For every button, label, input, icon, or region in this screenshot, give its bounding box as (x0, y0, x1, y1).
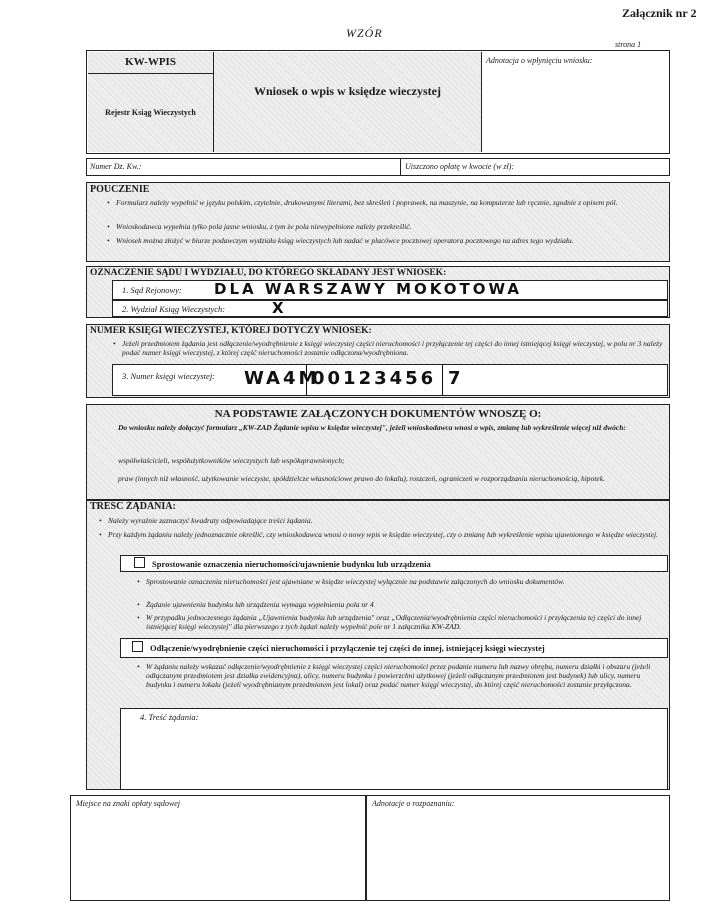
court-field-1-label: 1. Sąd Rejonowy: (122, 285, 182, 295)
kw-number-label: Numer Dz. Kw.: (90, 162, 142, 171)
registry-cell (88, 74, 214, 152)
option1-note: • Sprostowanie oznaczenia nieruchomości jest ujawniane w księdze wieczystej wyłącznie na podstawie załączonych do wniosku dokumentów. (146, 577, 664, 586)
court-field-2-label: 2. Wydział Ksiąg Wieczystych: (122, 304, 226, 314)
option1-note: • W przypadku jednoczesnego żądania „Ujawnienia budynku lub urządzenia" oraz „Odłączenia/wyodrębnienia części nieruchomości i przyłączenia tej części do innej istniejącej księgi wieczystej" dla pierwszego z tych żądań należy wypełnić pole nr 1 załącznika KW-ZAD. (146, 613, 664, 631)
stamps-label: Miejsce na znaki opłaty sądowej (76, 799, 180, 808)
form-title: Wniosek o wpis w księdze wieczystej (254, 84, 441, 98)
documents-item: praw (innych niż własność, użytkowanie wieczyste, spółdzielcze własnościowe prawo do lokalu), roszczeń, ograniczeń w rozporządzaniu nieruchomością, hipotek. (118, 474, 605, 483)
review-label: Adnotacje o rozpoznaniu: (372, 799, 455, 808)
stamps-box (70, 795, 366, 901)
wzor-label: WZÓR (346, 26, 383, 40)
review-box (366, 795, 670, 901)
option1-note: • Żądanie ujawnienia budynku lub urządzenia wymaga wypełnienia pola nr 4 (146, 600, 664, 609)
option2-note: • W żądaniu należy wskazać odłączenie/wyodrębnienie z księgi wieczystej części nieruchomości przez podanie numeru lub nazwy obrębu, numeru działki i obszaru (jeżeli odłączanym przedmiotem jest działka ewidencyjna), ulicy, numeru budynku i powierzchni użytkowej (jeżeli odłączanym przedmiotem jest budynek) lub ulicy, numeru budynku i numeru lokalu (jeżeli wyodrębnianym przedmiotem jest lokal) oraz podać numer księgi wieczystej, do której część nieruchomości zostanie przyłączona. (146, 662, 664, 689)
documents-item: współwłaścicieli, współużytkowników wieczystych lub współuprawnionych; (118, 456, 345, 465)
documents-title: NA PODSTAWIE ZAŁĄCZONYCH DOKUMENTÓW WNOSZĘ O: (214, 408, 542, 420)
kw-number-field[interactable] (150, 160, 396, 175)
attachment-label: Załącznik nr 2 (622, 6, 697, 20)
fee-divider (400, 158, 401, 176)
fee-field[interactable] (540, 160, 668, 175)
pouczenie-item: • Wniosek można złożyć w biurze podawczym wydziału ksiąg wieczystych lub nadać w placówce pocztowej operatora pocztowego na adres tego wydziału. (116, 236, 664, 245)
field4-label: 4. Treść żądania: (140, 712, 199, 722)
court-name-handwritten: DLA WARSZAWY MOKOTOWA (214, 280, 522, 298)
receipt-note: Adnotacja o wpłynięciu wniosku: (486, 56, 593, 65)
pouczenie-item: • Wnioskodawca wypełnia tylko pola jasne wniosku, z tym że pola niewypełnione należy przekreślić. (116, 222, 664, 231)
option2-checkbox[interactable] (132, 641, 143, 652)
form-code: KW-WPIS (125, 56, 176, 68)
page-number: strona 1 (615, 40, 642, 49)
option1-label: Sprostowanie oznaczenia nieruchomości/ujawnienie budynku lub urządzenia (152, 559, 431, 569)
kw-separator-2 (442, 364, 443, 396)
tresc-title: TREŚĆ ŻĄDANIA: (90, 501, 176, 512)
documents-subtitle: Do wniosku należy dołączyć formularz „KW-ZAD Żądanie wpisu w księdze wieczystej", jeżeli wnioskodawca wnosi o wpis, zmianę lub wykreślenie więcej niż dwóch: (118, 423, 626, 432)
kw-check-digit: 7 (448, 368, 464, 389)
registry-label: Rejestr Ksiąg Wieczystych (105, 108, 196, 117)
kw-court-code: WA4M (244, 368, 320, 389)
field4-box[interactable] (120, 708, 668, 790)
option1-checkbox[interactable] (134, 557, 145, 568)
court-dept-handwritten: X (272, 299, 287, 317)
court-title: OZNACZENIE SĄDU I WYDZIAŁU, DO KTÓREGO SKŁADANY JEST WNIOSEK: (90, 268, 447, 278)
pouczenie-item: • Formularz należy wypełnić w języku polskim, czytelnie, drukowanymi literami, bez skreśleń i poprawek, na maszynie, na komputerze lub ręcznie, zgodnie z opisem pól. (116, 198, 664, 207)
tresc-item: • Należy wyraźnie zaznaczyć kwadraty odpowiadające treści żądania. (108, 516, 664, 525)
fee-label: Uiszczono opłatę w kwocie (w zł): (405, 162, 515, 171)
title-cell (214, 52, 482, 152)
pouczenie-title: POUCZENIE (90, 184, 150, 195)
kw-number-digits: 00123456 (312, 368, 437, 389)
option2-label: Odłączenie/wyodrębnienie części nieruchomości i przyłączenie tej części do innej, istniejącej księgi wieczystej (150, 643, 545, 653)
kw-number-note: • Jeżeli przedmiotem żądania jest odłączenie/wyodrębnienie z księgi wieczystej części nieruchomości i przyłączenie tej części do innej istniejącej księgi wieczystej, w polu nr 3 należy podać numer księgi wieczystej, z której część nieruchomości zostanie odłączona/wyodrębniona. (122, 339, 664, 357)
tresc-item: • Przy każdym żądaniu należy jednoznacznie określić, czy wnioskodawca wnosi o nowy wpis w księdze wieczystej, czy o zmianę lub wykreślenie wpisu ujawnionego w księdze wieczystej. (108, 530, 664, 539)
kw-separator-1 (306, 364, 307, 396)
kw-number-title: NUMER KSIĘGI WIECZYSTEJ, KTÓREJ DOTYCZY WNIOSEK: (90, 326, 372, 336)
form-code-cell (88, 52, 214, 74)
kw-number-field-label: 3. Numer księgi wieczystej: (122, 371, 216, 381)
